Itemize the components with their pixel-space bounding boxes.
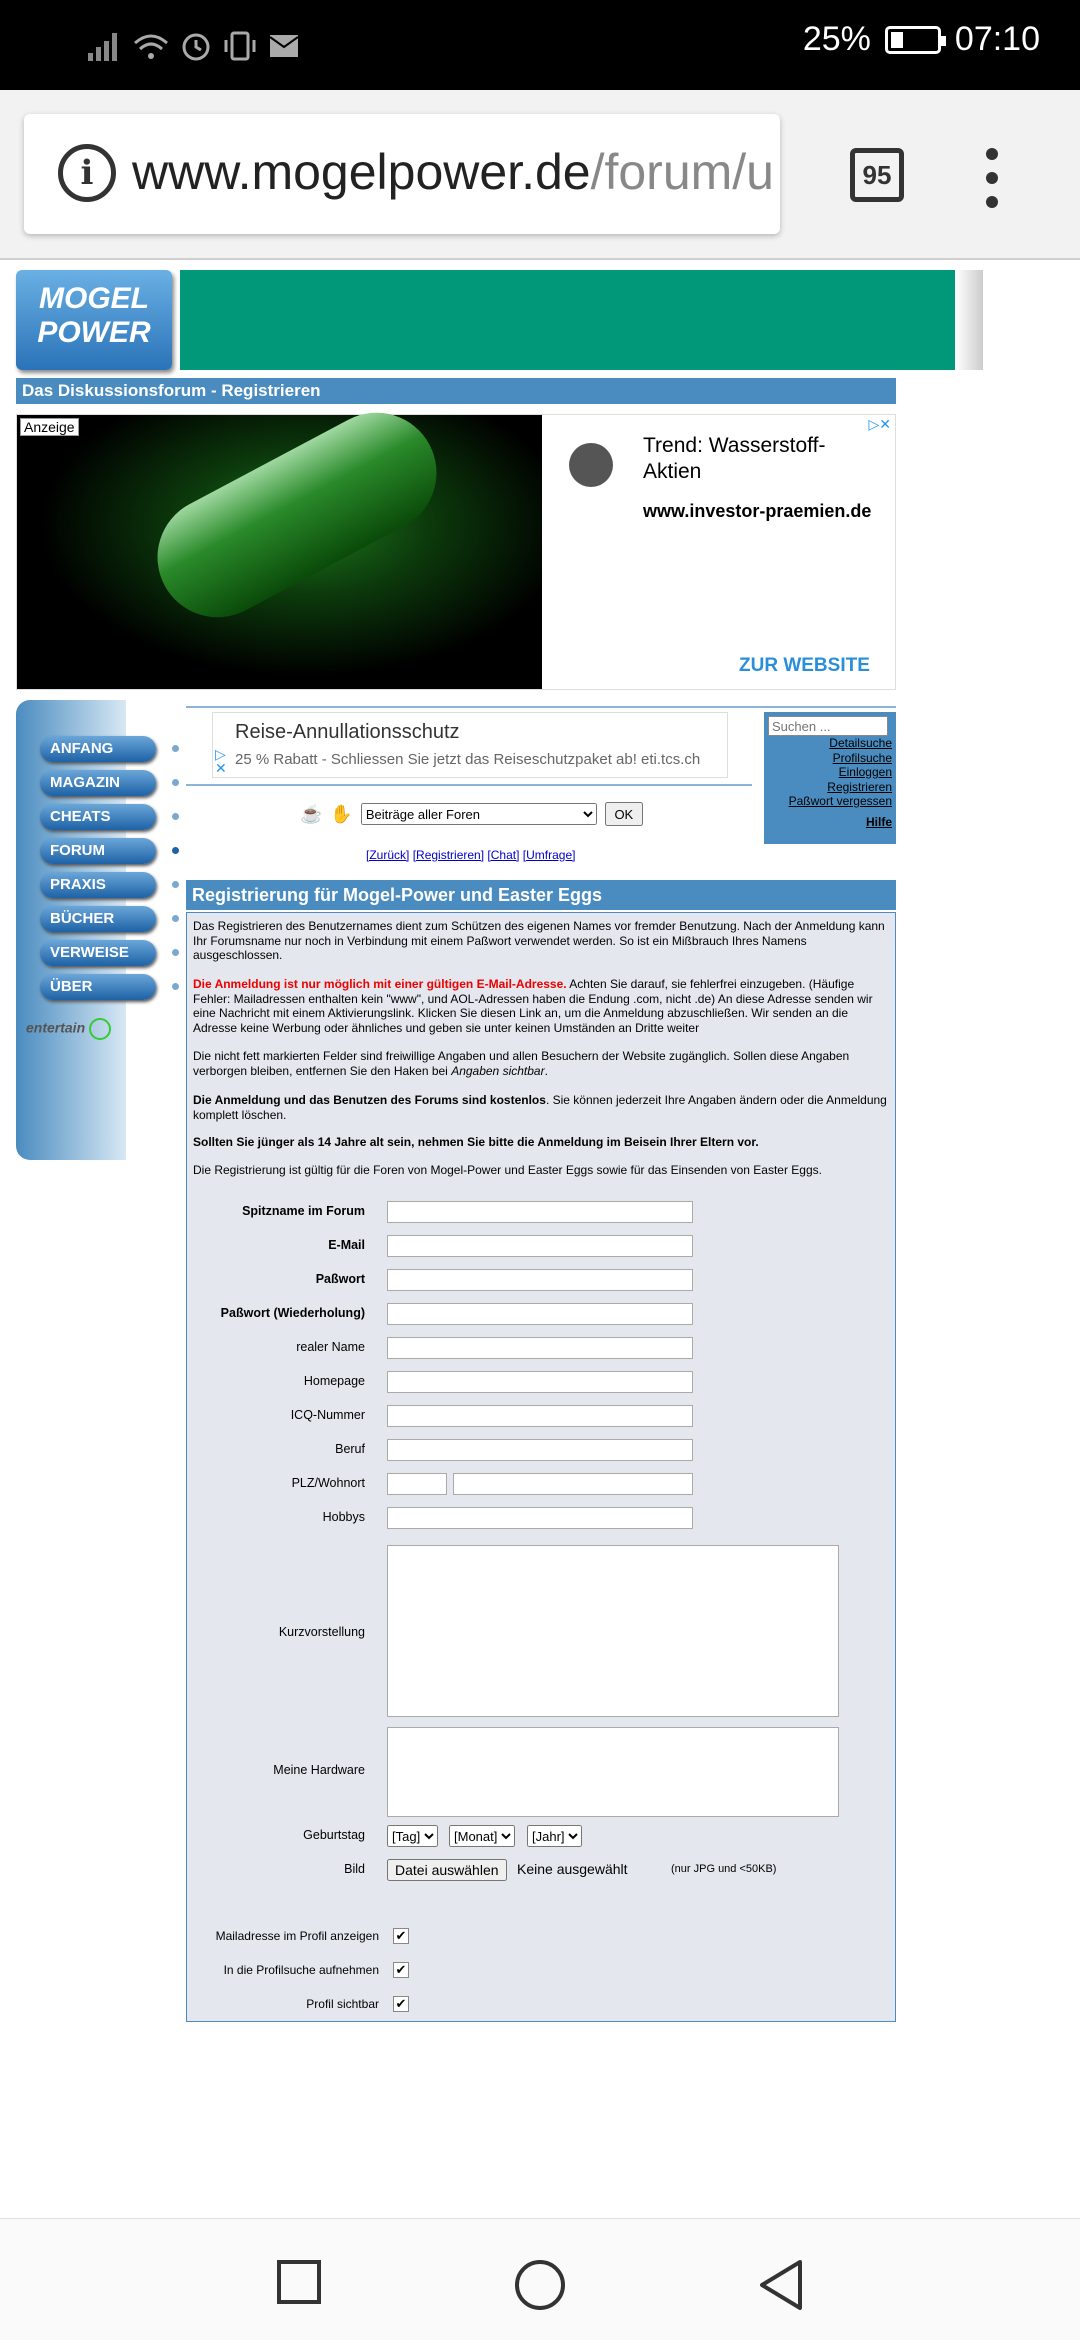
battery-percent: 25% — [802, 20, 871, 58]
info-icon[interactable]: i — [58, 144, 116, 202]
icq-input[interactable] — [387, 1405, 693, 1427]
browser-toolbar — [0, 90, 1080, 260]
back-icon[interactable] — [758, 2259, 804, 2311]
ad-domain[interactable]: www.investor-praemien.de — [643, 501, 872, 521]
link-zurueck[interactable]: [Zurück] — [366, 848, 410, 862]
city-input[interactable] — [453, 1473, 693, 1495]
field-row — [187, 1545, 897, 1717]
email-notice-text: Achten Sie darauf, sie fehlerfrei einzugeben. (Häufige Fehler: Mailadressen enthalten kein "www", und AOL-Adressen haben die Endung .com, nicht .de) An diese Adresse senden wir eine Nachricht mit einem Aktivierungslink. Klicken Sie diesen Link an, um die Anmeldung abzuschließen. Wir senden an die Adresse keine Werbung oder ähnliches und geben sie unter keinen Umständen an Dritte weiter — [193, 977, 873, 1035]
optional-notice-em: Angaben sichtbar — [451, 1063, 545, 1078]
nav-ueber[interactable]: ÜBER — [40, 974, 156, 1000]
nav-dot — [172, 779, 179, 786]
link-einloggen[interactable]: Einloggen — [838, 765, 892, 779]
nav-dot — [172, 915, 179, 922]
profile-search-checkbox[interactable]: ✔ — [393, 1962, 409, 1978]
label-hardware: Meine Hardware — [273, 1763, 365, 1777]
web-page — [0, 262, 1080, 2218]
label-beruf: Beruf — [335, 1442, 365, 1456]
label-profil-sichtbar: Profil sichtbar — [306, 1997, 379, 2011]
search-panel — [764, 712, 896, 844]
profile-visible-checkbox[interactable]: ✔ — [393, 1996, 409, 2012]
nav-dot — [172, 813, 179, 820]
email-input[interactable] — [387, 1235, 693, 1257]
label-profilsuche: In die Profilsuche aufnehmen — [223, 1963, 379, 1977]
link-chat[interactable]: [Chat] — [487, 848, 520, 862]
zip-input[interactable] — [387, 1473, 447, 1495]
display-ad[interactable] — [16, 414, 896, 690]
label-mail-anzeigen: Mailadresse im Profil anzeigen — [215, 1929, 379, 1943]
overflow-menu-icon[interactable] — [986, 148, 998, 208]
birthday-row — [187, 1825, 897, 1847]
forum-selector — [300, 802, 643, 826]
label-homepage: Homepage — [303, 1374, 365, 1388]
url-path: /forum/u — [590, 144, 774, 200]
clock: 07:10 — [954, 20, 1040, 58]
site-navigation — [16, 700, 129, 1160]
top-ad-banner[interactable] — [180, 270, 983, 370]
ad-cta-button[interactable]: ZUR WEBSITE — [739, 655, 870, 676]
field-row — [187, 1235, 897, 1257]
ok-button[interactable]: OK — [605, 802, 643, 826]
android-nav-bar — [0, 2218, 1080, 2340]
ad-label: Anzeige — [20, 418, 79, 436]
free-notice — [193, 1093, 889, 1122]
label-email: E-Mail — [328, 1238, 365, 1252]
tab-switcher-button[interactable]: 95 — [850, 148, 904, 202]
intro-text: Das Registrieren des Benutzernames dient zum Schützen des eigenen Names vor fremder Benutzung. Nach der Anmeldung kann Ihr Forumsname nur noch in Verbindung mit einem Paßwort verwendet werden. So ist ein Mißbrauch Ihres Namens ausgeschlossen. — [193, 919, 885, 962]
text-ad[interactable] — [212, 712, 728, 778]
signal-icon — [86, 31, 122, 61]
field-row — [187, 1405, 897, 1427]
link-profilsuche[interactable]: Profilsuche — [832, 750, 892, 765]
label-bild: Bild — [344, 1862, 365, 1876]
field-row — [187, 1303, 897, 1325]
password-repeat-input[interactable] — [387, 1303, 693, 1325]
link-hilfe[interactable]: Hilfe — [865, 814, 892, 829]
nav-verweise[interactable]: VERWEISE — [40, 940, 156, 966]
nav-buecher[interactable]: BÜCHER — [40, 906, 156, 932]
nav-dot — [172, 745, 179, 752]
nav-dot — [172, 847, 179, 854]
globe-icon — [569, 443, 613, 487]
ad-choices-icon[interactable]: ▷✕ — [868, 416, 891, 432]
nav-cheats[interactable]: CHEATS — [40, 804, 156, 830]
status-right — [803, 20, 1040, 59]
free-notice-bold: Die Anmeldung und das Benutzen des Forums sind kostenlos — [193, 1093, 546, 1107]
field-row — [187, 1337, 897, 1359]
link-registrieren[interactable]: Registrieren — [827, 779, 892, 794]
month-select[interactable] — [449, 1825, 515, 1847]
nav-magazin[interactable]: MAGAZIN — [40, 770, 156, 796]
password-input[interactable] — [387, 1269, 693, 1291]
picture-row — [187, 1859, 897, 1881]
field-row — [187, 1269, 897, 1291]
hardware-textarea[interactable] — [387, 1727, 839, 1817]
address-bar[interactable] — [24, 114, 780, 234]
recents-icon[interactable] — [276, 2259, 322, 2305]
field-row — [187, 1473, 897, 1495]
label-geburtstag: Geburtstag — [303, 1828, 365, 1842]
free-notice-text: . Sie können jederzeit Ihre Angaben ändern oder die Anmeldung komplett löschen. — [193, 1093, 887, 1122]
status-icons — [86, 24, 300, 68]
entertain-text: entertain — [26, 1019, 86, 1036]
url-host: www.mogelpower.de — [132, 144, 591, 200]
nickname-input[interactable] — [387, 1201, 693, 1223]
cup-icon: ☕ — [300, 803, 323, 824]
label-plz-wohnort: PLZ/Wohnort — [291, 1476, 365, 1490]
hand-icon: ✋ — [330, 803, 353, 824]
entertain-logo[interactable] — [26, 1018, 111, 1040]
quick-links — [366, 848, 575, 862]
wifi-icon — [132, 31, 170, 61]
optional-notice-text: Die nicht fett markierten Felder sind freiwillige Angaben und allen Besuchern der Website zugänglich. Sollen diese Angaben verborgen bleiben, entfernen Sie den Haken bei — [193, 1049, 850, 1078]
label-icq: ICQ-Nummer — [290, 1408, 365, 1422]
label-passwort-wdh: Paßwort (Wiederholung) — [220, 1306, 365, 1320]
divider — [186, 784, 752, 786]
registration-form — [186, 912, 896, 2022]
label-hobbys: Hobbys — [322, 1510, 365, 1524]
url-text[interactable] — [132, 142, 774, 202]
home-icon[interactable] — [514, 2259, 566, 2311]
text-ad-title[interactable]: Reise-Annullationsschutz — [235, 721, 460, 743]
validity-notice: Die Registrierung ist gültig für die Foren von Mogel-Power und Easter Eggs sowie für das Einsenden von Easter Eggs. — [193, 1163, 822, 1177]
label-realer-name: realer Name — [296, 1340, 365, 1354]
nav-praxis[interactable]: PRAXIS — [40, 872, 156, 898]
label-kurzvorstellung: Kurzvorstellung — [278, 1625, 365, 1639]
link-umfrage[interactable]: [Umfrage] — [522, 848, 576, 862]
checkbox-row — [187, 1961, 897, 1981]
logo-line2: POWER — [37, 316, 151, 349]
ad-choices-icon[interactable]: ▷ ✕ — [215, 746, 227, 776]
battery-icon — [885, 26, 941, 54]
text-ad-subtitle[interactable]: 25 % Rabatt - Schliessen Sie jetzt das Reiseschutzpaket ab! eti.tcs.ch — [235, 751, 701, 768]
field-row — [187, 1439, 897, 1461]
nav-dot — [172, 881, 179, 888]
logo-line1: MOGEL — [39, 282, 149, 315]
file-choose-button[interactable]: Datei auswählen — [387, 1859, 507, 1881]
intro-textarea[interactable] — [387, 1545, 839, 1717]
show-mail-checkbox[interactable]: ✔ — [393, 1928, 409, 1944]
alarm-icon — [180, 30, 212, 62]
forum-select[interactable] — [361, 803, 597, 825]
job-input[interactable] — [387, 1439, 693, 1461]
registration-heading: Registrierung für Mogel-Power und Easter Eggs — [186, 880, 896, 910]
file-status: Keine ausgewählt — [517, 1861, 628, 1877]
real-name-input[interactable] — [387, 1337, 693, 1359]
optional-notice: Die nicht fett markierten Felder sind freiwillige Angaben und allen Besuchern der Website zugänglich. Sollen diese Angaben verborgen bleiben, entfernen Sie den Haken bei Angaben sichtbar. — [193, 1049, 850, 1078]
link-registrieren-quick[interactable]: [Registrieren] — [412, 848, 485, 862]
age-notice: Sollten Sie jünger als 14 Jahre alt sein, nehmen Sie bitte die Anmeldung im Beisein Ihrer Eltern vor. — [193, 1135, 759, 1149]
label-passwort: Paßwort — [315, 1272, 365, 1286]
site-logo[interactable] — [16, 270, 172, 370]
field-row — [187, 1371, 897, 1393]
nav-anfang[interactable]: ANFANG — [40, 736, 156, 762]
nav-dot — [172, 983, 179, 990]
vibrate-icon — [222, 30, 258, 62]
label-spitzname: Spitzname im Forum — [242, 1204, 365, 1218]
divider — [186, 706, 896, 708]
email-warning: Die Anmeldung ist nur möglich mit einer gültigen E-Mail-Adresse. — [193, 977, 567, 991]
hobbies-input[interactable] — [387, 1507, 693, 1529]
search-input[interactable] — [768, 716, 888, 736]
ad-headline[interactable]: Trend: Wasserstoff-Aktien — [643, 434, 826, 483]
status-bar — [0, 0, 1080, 90]
nav-forum[interactable]: FORUM — [40, 838, 156, 864]
checkbox-row — [187, 1995, 897, 2015]
field-row — [187, 1727, 897, 1817]
file-hint: (nur JPG und <50KB) — [671, 1863, 777, 1875]
checkbox-row — [187, 1927, 897, 1947]
ad-image[interactable] — [17, 415, 542, 689]
page-title: Das Diskussionsforum - Registrieren — [16, 378, 896, 404]
email-notice — [193, 977, 889, 1035]
homepage-input[interactable] — [387, 1371, 693, 1393]
mail-icon — [268, 33, 300, 59]
link-detailsuche[interactable]: Detailsuche — [829, 736, 892, 750]
day-select[interactable] — [387, 1825, 438, 1847]
field-row — [187, 1507, 897, 1529]
field-row — [187, 1201, 897, 1223]
year-select[interactable] — [527, 1825, 582, 1847]
link-passwort-vergessen[interactable]: Paßwort vergessen — [788, 794, 892, 808]
nav-dot — [172, 949, 179, 956]
